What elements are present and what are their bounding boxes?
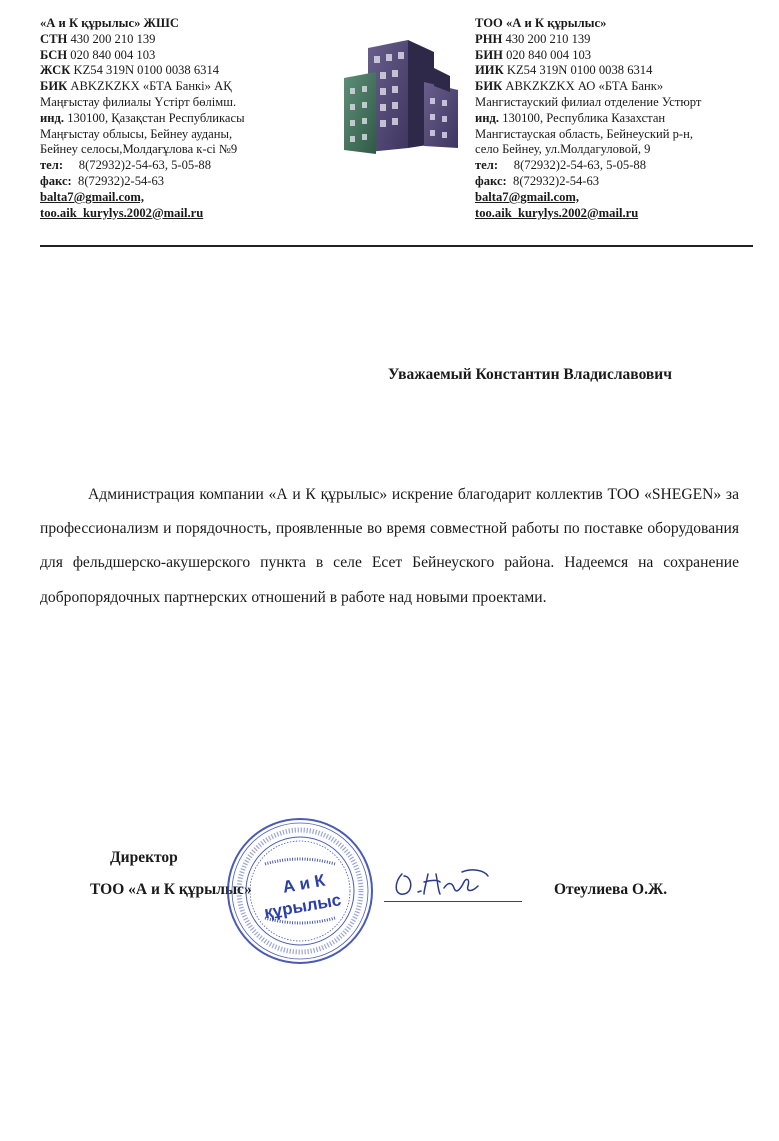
fax-label-ru: факс:	[475, 173, 507, 188]
signatory-role: Директор	[110, 849, 178, 866]
letterhead-left	[40, 16, 340, 221]
bin-value: 020 840 004 103	[502, 47, 592, 62]
index-label-ru: инд.	[475, 110, 500, 125]
stn-label: СТН	[40, 31, 68, 46]
tel-label-ru: тел:	[475, 158, 499, 173]
tel-label: тел:	[40, 158, 64, 173]
bsn-label: БСН	[40, 47, 68, 62]
fax-label: факс:	[40, 173, 72, 188]
rnn-value: 430 200 210 139	[502, 31, 591, 46]
bik-label: БИК	[40, 79, 68, 94]
bin-label: БИН	[475, 47, 503, 62]
fax-value-ru: 8(72932)2-54-63	[506, 173, 600, 188]
company-seal-icon	[225, 816, 375, 966]
email-link-2[interactable]: too.aik_kurylys.2002@mail.ru	[40, 205, 204, 220]
company-name-kz: «А и К құрылыс» ЖШС	[40, 16, 179, 30]
index-label: инд.	[40, 110, 65, 125]
bsn-value: 020 840 004 103	[67, 47, 156, 62]
email-link-1[interactable]: balta7@gmail.com,	[40, 189, 145, 204]
letter-body: Администрация компании «А и К құрылыс» искрение благодарит коллектив ТОО «SHEGEN» за профессионализм и порядочность, проявленные во время совместной работы по поставке оборудования для фельдшерско-акушерского пункта в селе Есет Бейнеуского района. Надеемся на сохранение добропорядочных партнерских отношений в работе над новыми проектами.	[40, 486, 739, 606]
bik-value: ABKZKZKX «БТА Банкі» АҚ	[67, 79, 232, 94]
header-divider	[40, 245, 753, 247]
signatory-company: ТОО «А и К құрылыс»	[90, 881, 252, 898]
seal-text-2: құрылыс	[262, 890, 343, 923]
fax-value: 8(72932)2-54-63	[71, 173, 165, 188]
iik-value: KZ54 319N 0100 0038 6314	[503, 63, 653, 78]
seal-text-1: А и К	[281, 870, 327, 897]
stn-value: 430 200 210 139	[67, 31, 156, 46]
zhsk-value: KZ54 319N 0100 0038 6314	[70, 63, 220, 78]
branch: Маңғыстау филиалы Үстірт бөлімш.	[40, 94, 237, 109]
email-link-1-ru[interactable]: balta7@gmail.com,	[475, 189, 580, 204]
letterhead-right	[475, 16, 775, 221]
greeting: Уважаемый Константин Владиславович	[388, 366, 672, 383]
address-line-2: Бейнеу селосы,Молдағұлова к-сі №9	[40, 142, 238, 157]
index-value: 130100, Қазақстан Республикасы	[64, 110, 245, 125]
signatory-name: Отеулиева О.Ж.	[554, 881, 668, 898]
iik-label: ИИК	[475, 63, 504, 78]
address-line-2-ru: село Бейнеу, ул.Молдагуловой, 9	[475, 142, 651, 157]
handwritten-signature-icon	[388, 860, 498, 904]
address-line-1-ru: Мангистауская область, Бейнеуский р-н,	[475, 126, 693, 141]
zhsk-label: ЖСК	[40, 63, 71, 78]
address-line-1: Маңғыстау облысы, Бейнеу ауданы,	[40, 126, 233, 141]
bik-value-ru: ABKZKZKX АО «БТА Банк»	[502, 79, 664, 94]
email-link-2-ru[interactable]: too.aik_kurylys.2002@mail.ru	[475, 205, 639, 220]
bik-label-ru: БИК	[475, 79, 503, 94]
branch-ru: Мангистауский филиал отделение Устюрт	[475, 94, 702, 109]
tel-value: 8(72932)2-54-63, 5-05-88	[63, 158, 211, 173]
index-value-ru: 130100, Республика Казахстан	[499, 110, 666, 125]
tel-value-ru: 8(72932)2-54-63, 5-05-88	[498, 158, 646, 173]
buildings-logo-icon	[338, 38, 464, 156]
company-name-ru: ТОО «А и К құрылыс»	[475, 16, 607, 30]
rnn-label: РНН	[475, 31, 503, 46]
